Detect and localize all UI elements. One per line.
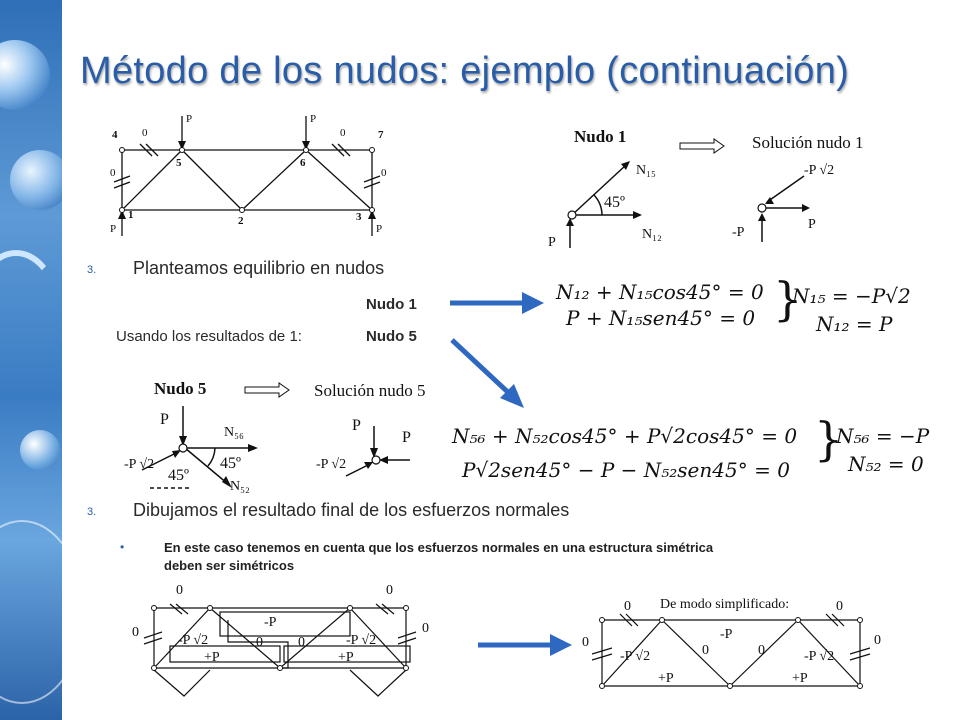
load-label: P [376,223,383,235]
node-label: 5 [176,157,182,169]
nudo5-solution-diagram [300,378,460,488]
usando-label: Usando los resultados de 1: [116,328,302,345]
nudo5-label: Nudo 5 [366,328,417,345]
node-label: 1 [128,209,134,221]
force-label: +P [338,650,354,665]
list-item-text: Dibujamos el resultado final de los esfuerzos normales [133,500,570,520]
force-label: -P √2 [316,457,347,472]
force-label: +P [792,671,808,686]
load-label: P [186,113,193,125]
slide-title: Método de los nudos: ejemplo (continuación) [80,50,850,92]
list-number: 3. [87,506,97,518]
list-item-text: Planteamos equilibrio en nudos [133,258,385,278]
big-blue-arrow-icon [448,284,548,324]
angle-label: 45º [220,455,241,472]
force-label: 0 [386,583,393,598]
force-label: 0 [874,633,881,648]
force-label: -P [720,627,733,642]
force-label: 0 [176,583,183,598]
force-label: -P √2 [804,649,835,664]
n15-label: N₁₅ [636,163,656,178]
solution: N₅₆ = −P [836,424,930,448]
n52-label: N₅₂ [230,479,250,494]
result-diagram [128,580,428,700]
force-label: 0 [132,625,139,640]
equation: N₅₆ + N₅₂cos45° + P√2cos45° = 0 [452,424,798,448]
angle-label: 45º [604,194,625,211]
bullet-text: En este caso tenemos en cuenta que los esfuerzos normales en una estructura simétrica [164,540,714,555]
force-label: 0 [256,635,263,650]
bullet-text: deben ser simétricos [164,558,295,573]
force-label: +P [658,671,674,686]
force-label: 0 [758,643,765,658]
force-label: -P [264,615,277,630]
solution-title: Solución nudo 5 [314,381,426,400]
n56-label: N₅₆ [224,425,244,440]
net-decoration [0,520,62,704]
big-blue-arrow-icon [476,626,576,666]
force-label: P [808,217,816,232]
node-label: 7 [378,129,384,141]
force-label: -P √2 [178,633,209,648]
force-label: -P [732,225,745,240]
force-label: 0 [422,621,429,636]
n12-label: N₁₂ [642,227,662,242]
force-label: 0 [582,635,589,650]
force-label: -P √2 [124,457,155,472]
big-blue-arrow-icon [450,336,530,416]
load-label: P [160,411,169,428]
load-label: P [548,235,556,250]
node-label: 2 [238,215,244,227]
brace: } [814,412,844,466]
zero-label: 0 [340,127,346,139]
simplified-diagram [578,588,888,708]
nudo1-label: Nudo 1 [366,296,417,313]
solution: N₅₂ = 0 [848,452,924,476]
load-label: P [310,113,317,125]
hollow-implies-arrow-icon [245,382,290,398]
equation: P + N₁₅sen45° = 0 [566,306,756,330]
load-label: P [110,223,117,235]
equation: P√2sen45° − P − N₅₂sen45° = 0 [462,458,790,482]
hollow-implies-arrow-icon [680,138,725,154]
brace: } [773,272,803,326]
solution: N₁₂ = P [816,312,893,336]
orb-decoration [0,40,50,110]
truss-diagram [100,108,400,238]
angle-label: 45º [168,467,189,484]
zero-label: 0 [381,167,387,179]
orb-decoration [20,430,60,470]
solution-title: Solución nudo 1 [752,133,864,152]
list-number: 3. [87,264,97,276]
node-label: 4 [112,129,118,141]
equation: N₁₂ + N₁₅cos45° = 0 [556,280,764,304]
force-label: 0 [624,599,631,614]
force-label: +P [204,650,220,665]
zero-label: 0 [142,127,148,139]
force-label: 0 [702,643,709,658]
bullet-icon: • [120,540,125,554]
load-label: P [402,429,411,446]
force-label: -P √2 [804,163,835,178]
nudo5-title: Nudo 5 [154,379,207,398]
force-label: -P √2 [346,633,377,648]
nudo1-title: Nudo 1 [574,127,627,146]
zero-label: 0 [110,167,116,179]
solution: N₁₅ = −P√2 [792,284,911,308]
swirl-decoration [0,250,62,382]
node-label: 3 [356,211,362,223]
force-label: 0 [298,635,305,650]
load-label: P [352,417,361,434]
decorative-side-band [0,0,62,720]
nudo1-solution-diagram [722,120,902,260]
force-label: 0 [836,599,843,614]
orb-decoration [10,150,62,210]
simplified-title: De modo simplificado: [660,597,790,612]
force-label: -P √2 [620,649,651,664]
node-label: 6 [300,157,306,169]
